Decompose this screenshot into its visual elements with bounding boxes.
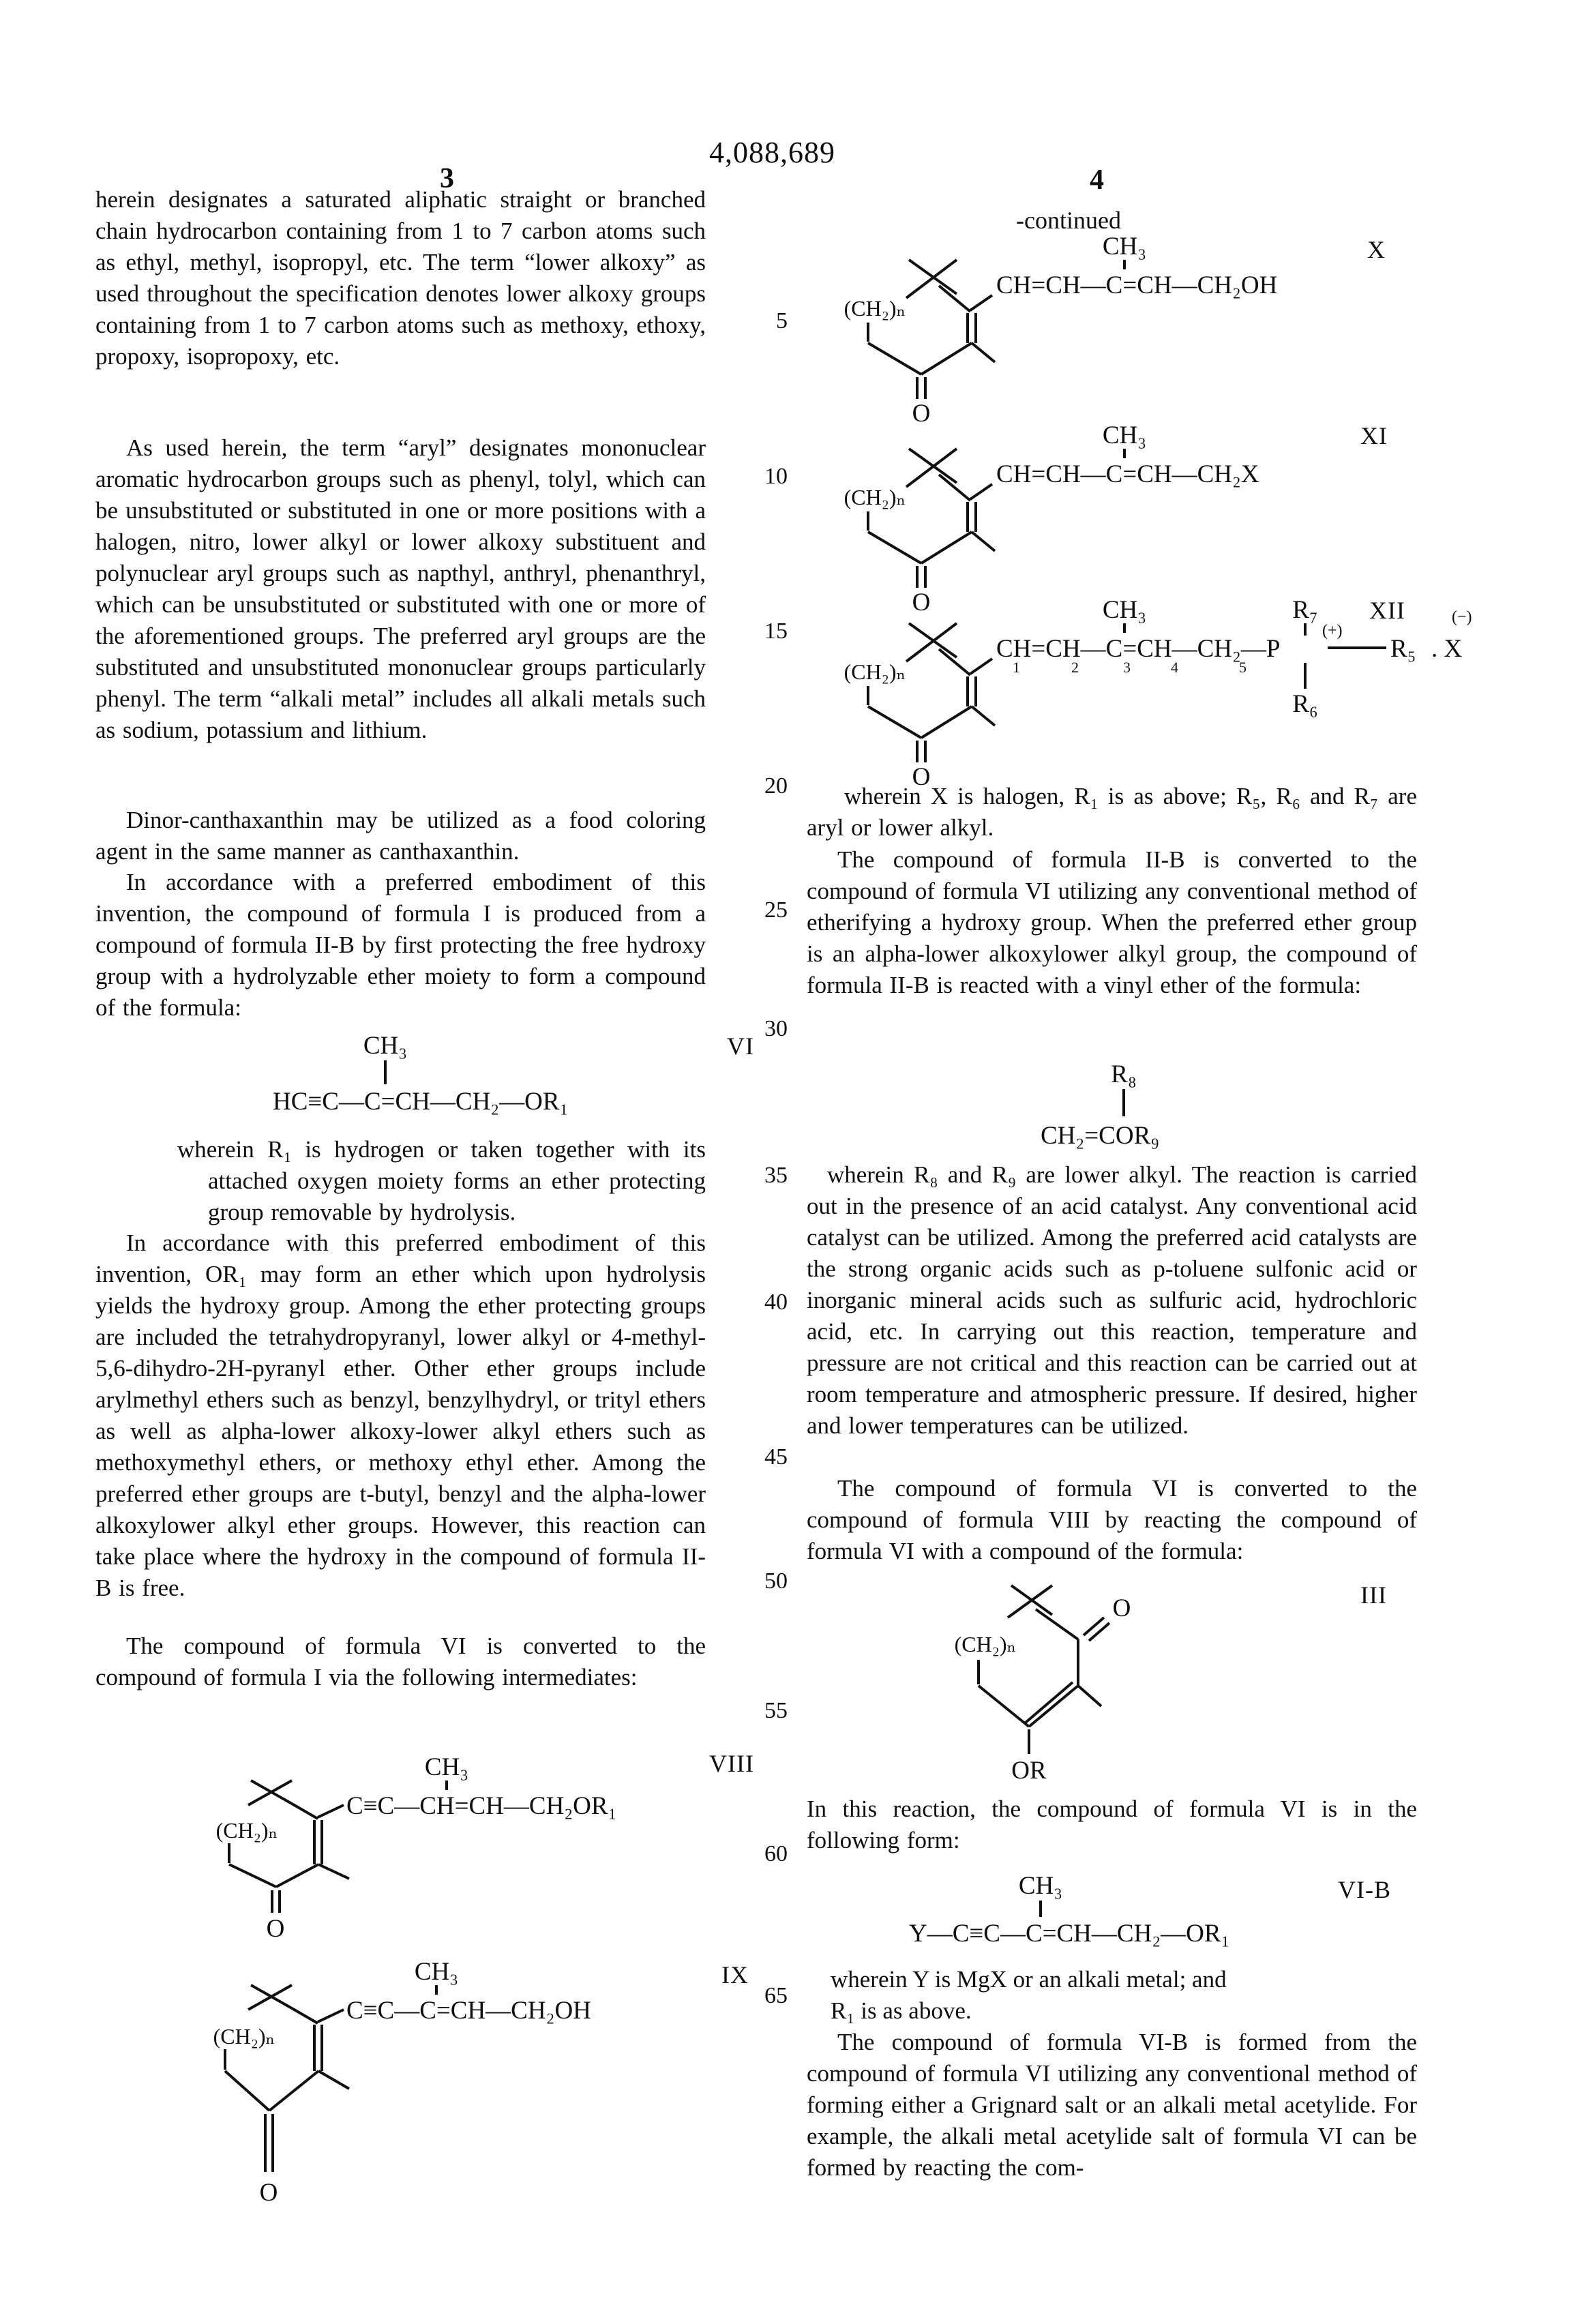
formula-xii-label: XII xyxy=(1369,597,1405,624)
halide-minus-charge: (−) xyxy=(1452,608,1472,626)
formula-ix-chain: C≡C—C=CH—CH₂OH xyxy=(346,1997,591,2025)
bond xyxy=(318,1805,344,1817)
ring-ch2n-label: (CH₂)ₙ xyxy=(844,659,906,684)
vinyl-ether-chain: CH₂=COR₉ xyxy=(1041,1122,1160,1150)
paragraph-dinor-canthaxanthin: Dinor-canthaxanthin may be utilized as a food coloring agent in the same manner as canthaxanthin. xyxy=(95,807,706,865)
paragraph-ether-protecting-groups: In accordance with this preferred embodiment of this invention, OR₁ may form an ether which upon hydrolysis yields the hydroxy group. Among the ether protecting groups are included the tetrahydropyranyl, lower alkyl or 4-methyl-5,6-dihydro-2H-pyranyl ether. Other ether groups include arylmethyl ethers such as benzyl, benzylhydryl, or trityl ethers as well as alpha-lower alkoxy-lower alkyl ethers such as methoxymethyl ethers, or methoxy ethyl ether. Among the preferred ether groups are t-butyl, benzyl and the alpha-lower alkoxylower alkyl ether groups. However, this reaction can take place where the hydroxy in the compound of formula II-B is free. xyxy=(95,1230,706,1601)
methyl-stub-bond xyxy=(1078,1686,1101,1706)
formula-vib-structure xyxy=(807,1866,1420,1948)
carbonyl-oxygen-label: O xyxy=(912,400,931,428)
formula-iii-label: III xyxy=(1360,1581,1387,1609)
chain-position-number: 4 xyxy=(1171,659,1178,676)
bond xyxy=(292,2008,318,2023)
formula-xi-structure xyxy=(807,417,1420,622)
bond xyxy=(318,2010,344,2022)
paragraph-wherein-y-line1: wherein Y is MgX or an alkali metal; and xyxy=(831,1966,1227,1993)
ether-or-label: OR xyxy=(1011,1757,1047,1785)
ring-bond xyxy=(229,1864,276,1887)
formula-xii-chain: CH=CH—C=CH—CH₂—P xyxy=(996,635,1281,663)
carbonyl-oxygen-label: O xyxy=(912,763,931,791)
line-number-65: 65 xyxy=(764,1983,788,2008)
line-number-15: 15 xyxy=(764,619,788,644)
paragraph-wherein-y-line2: R₁ is as above. xyxy=(831,1997,972,2024)
paragraph-preferred-embodiment: In accordance with a preferred embodiment of this invention, the compound of formula I is produced from a compound of formula II-B by first protecting the free hydroxy group with a hydrolyzable ether moiety to form a compound of the formula: xyxy=(95,869,706,1021)
line-number-35: 35 xyxy=(764,1163,788,1188)
paragraph-wherein-r1: wherein R₁ is hydrogen or taken together with its attached oxygen moiety forms an ether protecting group removable by hydrolysis. xyxy=(177,1136,706,1225)
bond xyxy=(970,295,992,310)
formula-viii-chain: C≡C—CH=CH—CH₂OR₁ xyxy=(346,1792,617,1820)
paragraph-grignard-acetylide: The compound of formula VI-B is formed from the compound of formula VI utilizing any conventional method of forming either a Grignard salt or an alkali metal acetylide. For example, the alkali metal acetylide salt of formula VI can be formed by reacting the com- xyxy=(807,2029,1417,2181)
gem-dimethyl-bond xyxy=(906,449,957,487)
line-number-45: 45 xyxy=(764,1444,788,1470)
formula-viii-label: VIII xyxy=(709,1750,754,1777)
formula-iii-structure xyxy=(807,1575,1420,1793)
ring-bond xyxy=(979,1686,1029,1727)
methyl-stub-bond xyxy=(318,2071,349,2089)
methyl-stub-bond xyxy=(972,343,995,362)
paragraph-intermediates-intro: The compound of formula VI is converted to the compound of formula I via the following intermediates: xyxy=(95,1633,706,1690)
bond xyxy=(970,659,992,674)
bond xyxy=(970,484,992,499)
ring-bond xyxy=(225,2071,269,2111)
paragraph-aryl-definition: As used herein, the term “aryl” designates mononuclear aromatic hydrocarbon groups such as phenyl, tolyl, which can be unsubstituted or substituted in one or more positions with a halogen, nitro, lower alkyl or lower alkoxy substituent and polynuclear aryl groups such as napthyl, anthryl, phenanthryl, which can be unsubstituted or substituted with one or more of the aforementioned groups. The preferred aryl groups are the substituted and unsubstituted mononuclear groups particularly phenyl. The term “alkali metal” includes all alkali metals such as sodium, potassium and lithium. xyxy=(95,434,706,743)
halide-counterion-label: . X xyxy=(1431,635,1463,663)
bond xyxy=(292,1804,318,1819)
line-number-5: 5 xyxy=(776,308,788,333)
carbonyl-oxygen-label: O xyxy=(259,2179,278,2207)
ring-double-bond xyxy=(1029,1686,1078,1727)
formula-vi-chain: HC≡C—C=CH—CH₂—OR₁ xyxy=(273,1088,569,1116)
formula-ix-label: IX xyxy=(721,1961,749,1988)
bond xyxy=(939,475,970,501)
carbonyl-oxygen-label: O xyxy=(912,589,931,616)
chain-position-number: 3 xyxy=(1123,659,1131,676)
line-number-50: 50 xyxy=(764,1568,788,1594)
paragraph-lower-alkyl-definition: herein designates a saturated aliphatic straight or branched chain hydrocarbon containing from 1 to 7 carbon atoms such as ethyl, methyl, isopropyl, etc. The term “lower alkoxy” as used throughout the specification denotes lower alkoxy groups containing from 1 to 7 carbon atoms such as methoxy, ethoxy, propoxy, isopropoxy, etc. xyxy=(95,186,706,370)
column-number-right: 4 xyxy=(1090,164,1104,196)
paragraph-vi-to-viii: The compound of formula VI is converted to the compound of formula VIII by reacting the compound of formula VI with a compound of the formula: xyxy=(807,1475,1417,1564)
methyl-stub-bond xyxy=(972,532,995,551)
gem-dimethyl-bond xyxy=(1008,1585,1052,1618)
r7-substituent-label: R₇ xyxy=(1292,596,1318,624)
ring-ch2n-label: (CH₂)ₙ xyxy=(215,1818,278,1843)
ring-ch2n-label: (CH₂)ₙ xyxy=(954,1632,1017,1656)
methyl-group-label: CH₃ xyxy=(1102,421,1147,449)
formula-vib-label: VI-B xyxy=(1338,1876,1391,1903)
bond xyxy=(939,286,970,312)
ring-ch2n-label: (CH₂)ₙ xyxy=(844,485,906,509)
methyl-group-label: CH₃ xyxy=(1102,596,1147,624)
ring-ch2n-label: (CH₂)ₙ xyxy=(213,2024,275,2049)
formula-vi-label: VI xyxy=(727,1032,754,1060)
line-number-55: 55 xyxy=(764,1698,788,1723)
gem-dimethyl-bond xyxy=(906,260,957,298)
paragraph-acid-catalyst: wherein R₈ and R₉ are lower alkyl. The reaction is carried out in the presence of an acid catalyst. Any conventional acid catalyst can be utilized. Among the preferred acid catalysts are the strong organic acids such as p-toluene sulfonic acid or inorganic mineral acids such as sulfuric acid, hydrochloric acid, etc. In carrying out this reaction, temperature and pressure are not critical and this reaction can be carried out at room temperature and atmospheric pressure. If desired, higher and lower temperatures can be utilized. xyxy=(807,1161,1417,1439)
chain-position-number: 2 xyxy=(1071,659,1079,676)
carbonyl-double-bond xyxy=(1089,1623,1109,1641)
ring-bond xyxy=(868,532,921,563)
ring-bond xyxy=(921,532,972,563)
methyl-stub-bond xyxy=(972,706,995,726)
bond xyxy=(1036,1609,1078,1639)
formula-x-structure xyxy=(807,228,1420,433)
formula-viii-structure xyxy=(95,1735,750,1947)
paragraph-etherifying-method: The compound of formula II-B is converted to the compound of formula VI utilizing any conventional method of etherifying a hydroxy group. When the preferred ether group is an alpha-lower alkoxylower alkyl group, the compound of formula II-B is reacted with a vinyl ether of the formula: xyxy=(807,846,1417,998)
methyl-group-label: CH₃ xyxy=(1102,233,1147,260)
formula-xi-label: XI xyxy=(1360,422,1388,449)
formula-x-chain: CH=CH—C=CH—CH₂OH xyxy=(996,271,1278,299)
chain-position-number: 5 xyxy=(1239,659,1247,676)
methyl-group-label: CH₃ xyxy=(424,1753,469,1781)
r6-substituent-label: R₆ xyxy=(1292,690,1318,718)
methyl-group-label: CH₃ xyxy=(363,1032,408,1060)
ring-bond xyxy=(868,343,921,374)
line-number-30: 30 xyxy=(764,1016,788,1041)
line-number-60: 60 xyxy=(764,1841,788,1866)
ring-double-bond xyxy=(1026,1682,1073,1723)
r8-substituent-label: R₈ xyxy=(1111,1060,1137,1088)
continued-label: -continued xyxy=(1016,207,1121,234)
formula-xi-chain: CH=CH—C=CH—CH₂X xyxy=(996,460,1259,488)
chain-position-number: 1 xyxy=(1013,659,1020,676)
line-number-10: 10 xyxy=(764,464,788,489)
ring-bond xyxy=(921,706,972,738)
bond xyxy=(939,649,970,675)
ring-bond xyxy=(276,1864,318,1887)
patent-number: 4,088,689 xyxy=(709,136,835,169)
formula-vib-chain: Y—C≡C—C=CH—CH₂—OR₁ xyxy=(909,1920,1230,1948)
line-number-20: 20 xyxy=(764,773,788,799)
paragraph-wherein-x-halogen: wherein X is halogen, R₁ is as above; R₅, R₆ and R₇ are aryl or lower alkyl. xyxy=(807,783,1417,841)
formula-ix-structure xyxy=(95,1940,750,2261)
carbonyl-oxygen-label: O xyxy=(1112,1594,1131,1622)
formula-xii-structure xyxy=(807,592,1570,810)
line-number-40: 40 xyxy=(764,1290,788,1315)
carbonyl-oxygen-label: O xyxy=(266,1915,285,1943)
ring-bond xyxy=(921,343,972,374)
formula-x-label: X xyxy=(1367,236,1386,263)
methyl-group-label: CH₃ xyxy=(414,1958,459,1986)
methyl-group-label: CH₃ xyxy=(1018,1872,1063,1900)
ring-ch2n-label: (CH₂)ₙ xyxy=(844,296,906,321)
ring-bond xyxy=(868,706,921,738)
gem-dimethyl-bond xyxy=(906,623,957,661)
ring-bond xyxy=(269,2071,318,2111)
carbonyl-double-bond xyxy=(1084,1618,1104,1635)
vinyl-ether-structure xyxy=(807,1054,1420,1152)
paragraph-in-this-reaction: In this reaction, the compound of formula VI is in the following form: xyxy=(807,1796,1417,1853)
r5-substituent-label: R₅ xyxy=(1390,635,1416,663)
line-number-25: 25 xyxy=(764,897,788,923)
column-number-left: 3 xyxy=(440,163,454,194)
methyl-stub-bond xyxy=(318,1864,349,1879)
formula-vi-structure xyxy=(95,1016,709,1129)
phosphonium-plus-charge: (+) xyxy=(1322,622,1343,640)
